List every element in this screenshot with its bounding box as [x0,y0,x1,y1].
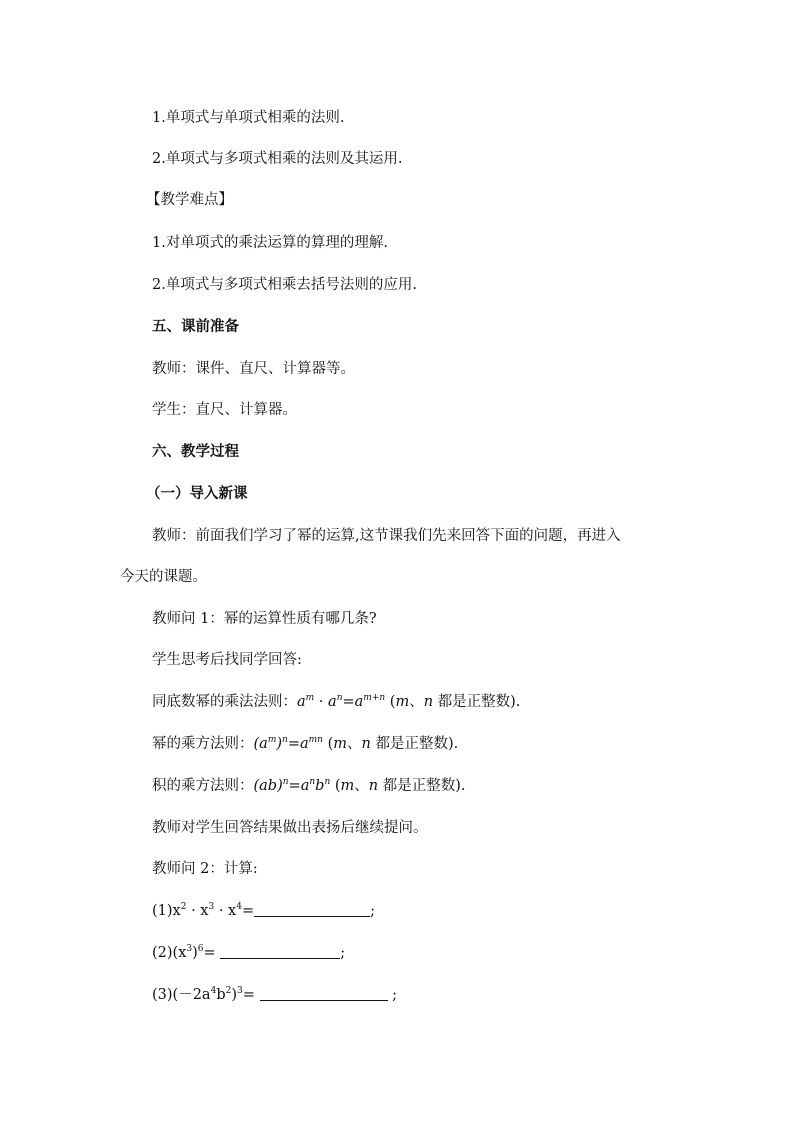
key-point-2: 2.单项式与多项式相乘的法则及其运用. [152,151,403,167]
formula: $a^m \cdot a^n=a^{m+n}$ [297,693,386,710]
condition-open: ( [334,778,341,794]
difficulty-2: 2.单项式与多项式相乘去括号法则的应用. [152,277,417,293]
answer-blank[interactable] [260,986,388,1001]
student-answer-intro: 学生思考后找同学回答: [152,652,302,668]
rule-power-of-product: 积的乘方法则：$(ab)^n=a^nb^n$ (m、n 都是正整数). [152,777,466,794]
condition-text: 都是正整数). [375,736,459,752]
rule-power-of-power: 幂的乘方法则：$(a^m)^n=a^{mn}$ (m、n 都是正整数). [152,735,459,752]
condition-open: ( [327,736,334,752]
exercise-1 [152,901,375,921]
formula: $(ab)^n=a^nb^n$ [253,777,331,794]
teacher-question-1: 教师问 1：幂的运算性质有哪几条? [152,611,377,627]
condition-open: ( [389,694,396,710]
condition-separator: 、 [409,694,424,710]
subsection-heading-intro: （一）导入新课 [146,485,248,502]
teacher-preparation: 教师：课件、直尺、计算器等。 [152,361,355,377]
section-heading-difficulty: 【教学难点】 [146,192,233,208]
expression: $(x^3)^6=$ [172,944,221,961]
condition-text: 都是正整数). [382,778,466,794]
semicolon: ; [370,903,376,919]
teacher-question-2: 教师问 2：计算: [152,861,258,877]
condition-separator: 、 [354,778,369,794]
section-heading-process: 六、教学过程 [152,443,239,460]
exercise-number: (2) [152,945,173,961]
exercise-number: (3) [152,987,173,1003]
difficulty-1: 1.对单项式的乘法运算的算理的理解. [152,235,388,251]
formula: $(a^m)^n=a^{mn}$ [253,735,323,752]
condition-separator: 、 [347,736,362,752]
answer-blank[interactable] [254,902,370,917]
expression: $x^2 \cdot x^3 \cdot x^4=$ [172,902,255,919]
rule-label: 同底数幂的乘法法则： [152,694,297,710]
condition-text: 都是正整数). [437,694,521,710]
intro-paragraph-line-1: 教师：前面我们学习了幂的运算,这节课我们先来回答下面的问题，再进入 [152,528,621,544]
exercise-3 [152,985,397,1005]
exercise-number: (1) [152,903,173,919]
semicolon: ; [392,987,398,1003]
section-heading-preparation: 五、课前准备 [152,318,239,335]
key-point-1: 1.单项式与单项式相乘的法则. [152,110,345,126]
teacher-praise: 教师对学生回答结果做出表扬后继续提问。 [152,820,428,836]
rule-label: 幂的乘方法则： [152,736,254,752]
expression: $(-2a^4b^2)^3=$ [172,986,260,1003]
semicolon: ; [340,945,346,961]
answer-blank[interactable] [220,944,340,959]
intro-paragraph-line-2: 今天的课题。 [120,569,207,585]
rule-label: 积的乘方法则： [152,778,254,794]
student-preparation: 学生：直尺、计算器。 [152,402,297,418]
exercise-2 [152,943,345,963]
rule-same-base-multiplication: 同底数幂的乘法法则：$a^m \cdot a^n=a^{m+n}$ (m、n 都是正整数). [152,693,521,710]
